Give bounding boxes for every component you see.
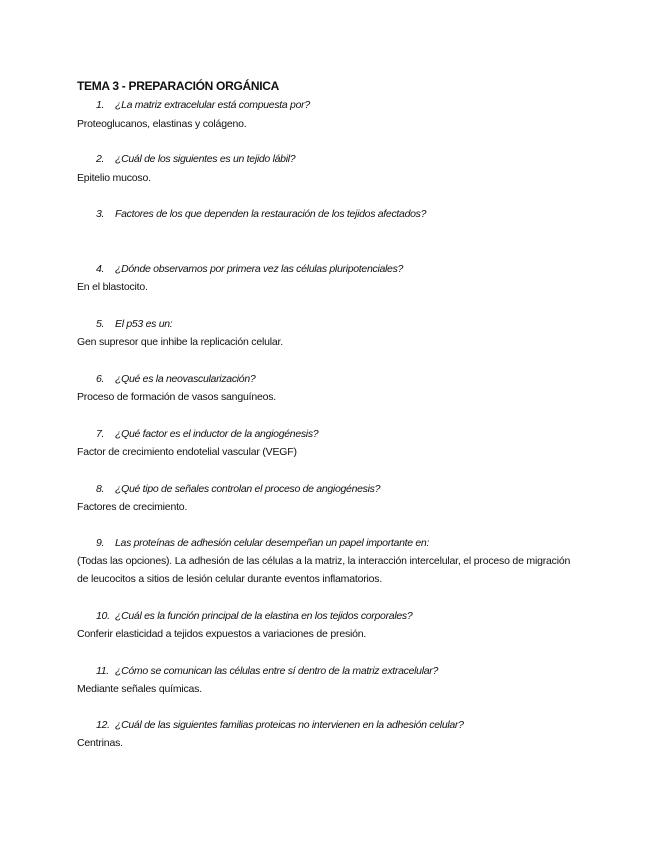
answer-4: En el blastocito. — [77, 281, 148, 293]
document-title: TEMA 3 - PREPARACIÓN ORGÁNICA — [77, 79, 279, 93]
question-9 — [96, 537, 429, 549]
question-number: 6. — [96, 373, 105, 385]
question-number: 8. — [96, 483, 105, 495]
question-text: ¿Cuál de las siguientes familias proteicas no intervienen en la adhesión celular? — [115, 719, 464, 731]
answer-11: Mediante señales químicas. — [77, 683, 202, 695]
question-3 — [96, 208, 426, 220]
question-8 — [96, 483, 380, 495]
answer-5: Gen supresor que inhibe la replicación celular. — [77, 336, 283, 348]
question-1 — [96, 99, 310, 111]
question-number: 4. — [96, 263, 105, 275]
answer-2: Epitelio mucoso. — [77, 172, 151, 184]
question-text: ¿Cuál es la función principal de la elastina en los tejidos corporales? — [115, 610, 413, 622]
question-text: ¿La matriz extracelular está compuesta por? — [115, 99, 310, 111]
answer-1: Proteoglucanos, elastinas y colágeno. — [77, 118, 247, 130]
question-number: 5. — [96, 318, 105, 330]
question-number: 11. — [96, 665, 109, 677]
question-text: ¿Qué factor es el inductor de la angiogénesis? — [115, 428, 319, 440]
question-5 — [96, 318, 172, 330]
question-4 — [96, 263, 403, 275]
question-12 — [96, 719, 464, 731]
question-number: 1. — [96, 99, 105, 111]
question-10 — [96, 610, 412, 622]
question-number: 7. — [96, 428, 105, 440]
answer-12: Centrinas. — [77, 737, 123, 749]
question-text: ¿Cuál de los siguientes es un tejido lábil? — [115, 153, 296, 165]
question-6 — [96, 373, 255, 385]
question-text: ¿Dónde observamos por primera vez las células pluripotenciales? — [115, 263, 404, 275]
answer-8: Factores de crecimiento. — [77, 501, 188, 513]
question-text: Las proteínas de adhesión celular desempeñan un papel importante en: — [115, 537, 430, 549]
answer-10: Conferir elasticidad a tejidos expuestos a variaciones de presión. — [77, 628, 367, 640]
question-text: Factores de los que dependen la restauración de los tejidos afectados? — [115, 208, 427, 220]
question-text: ¿Qué tipo de señales controlan el proceso de angiogénesis? — [115, 483, 381, 495]
answer-7: Factor de crecimiento endotelial vascular (VEGF) — [77, 446, 297, 458]
question-number: 2. — [96, 153, 105, 165]
question-number: 3. — [96, 208, 105, 220]
question-number: 10. — [96, 610, 110, 622]
answer-6: Proceso de formación de vasos sanguíneos. — [77, 391, 277, 403]
answer-9: (Todas las opciones). La adhesión de las células a la matriz, la interacción intercelular, el proceso de migración de leucocitos a sitios de lesión celular durante eventos inflamatorios. — [77, 555, 571, 585]
question-number: 12. — [96, 719, 110, 731]
question-text: ¿Qué es la neovascularización? — [115, 373, 256, 385]
question-text: ¿Cómo se comunican las células entre sí dentro de la matriz extracelular? — [115, 665, 439, 677]
question-number: 9. — [96, 537, 105, 549]
question-11 — [96, 665, 438, 677]
question-7 — [96, 428, 318, 440]
question-2 — [96, 153, 295, 165]
question-text: El p53 es un: — [115, 318, 173, 330]
